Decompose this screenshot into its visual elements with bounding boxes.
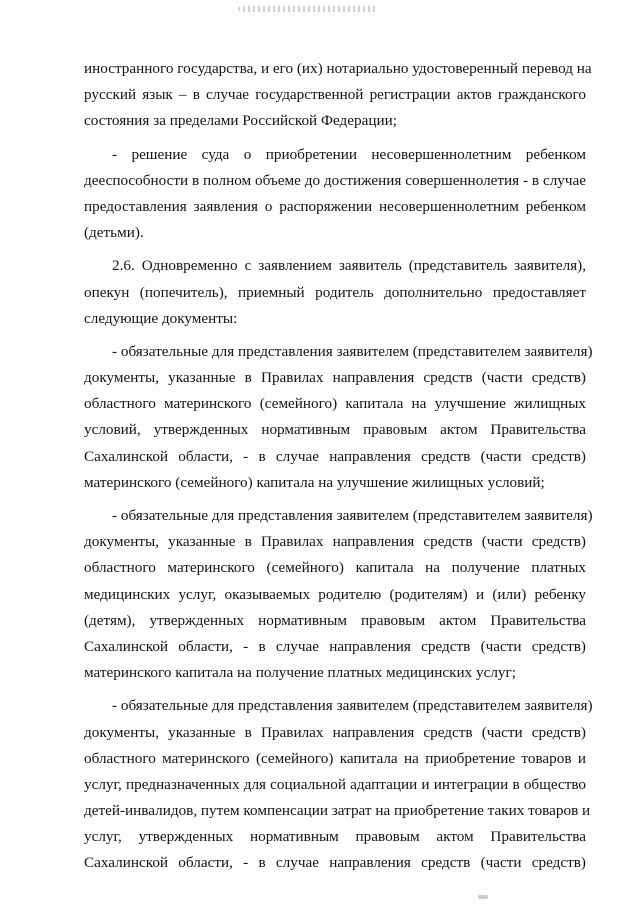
text-line: условий, утвержденных нормативным правовым актом Правительства: [84, 421, 586, 439]
scan-artifact: [478, 895, 488, 899]
paragraph: [84, 56, 592, 135]
text-line: областного материнского (семейного) капитала на приобретение товаров и: [84, 749, 586, 767]
text-line: следующие документы:: [84, 309, 238, 327]
text-line: Сахалинской области, - в случае направления средств (части средств): [84, 637, 586, 655]
text-line: 2.6. Одновременно с заявлением заявитель (представитель заявителя),: [112, 257, 586, 275]
text-line: медицинских услуг, оказываемых родителю (родителям) и (или) ребенку: [84, 585, 586, 603]
text-line: состояния за пределами Российской Федерации;: [84, 112, 397, 130]
text-line: предоставления заявления о распоряжении несовершеннолетним ребенком: [84, 197, 586, 215]
text-line: (детям), утвержденных нормативным правовым актом Правительства: [84, 611, 586, 629]
text-line: иностранного государства, и его (их) нотариально удостоверенный перевод на: [84, 60, 592, 77]
text-line: услуг, утвержденных нормативным правовым актом Правительства: [84, 828, 586, 846]
text-line: детей-инвалидов, путем компенсации затрат на приобретение таких товаров и: [84, 802, 591, 820]
text-line: услуг, предназначенных для социальной адаптации и интеграции в общество: [84, 775, 586, 793]
text-line: русский язык – в случае государственной регистрации актов гражданского: [84, 86, 586, 104]
text-line: документы, указанные в Правилах направления средств (части средств): [84, 369, 586, 387]
text-line: - обязательные для представления заявителем (представителем заявителя): [112, 697, 593, 715]
text-line: (детьми).: [84, 224, 144, 242]
text-line: материнского (семейного) капитала на улучшение жилищных условий;: [84, 473, 545, 491]
paragraph: [84, 142, 586, 247]
text-line: дееспособности в полном объеме до достижения совершеннолетия - в случае: [84, 171, 586, 189]
text-line: Сахалинской области, - в случае направления средств (части средств): [84, 854, 586, 872]
document-body: [84, 56, 593, 877]
text-line: документы, указанные в Правилах направления средств (части средств): [84, 723, 586, 741]
text-line: материнского капитала на получение платных медицинских услуг;: [84, 664, 516, 682]
text-line: - обязательные для представления заявителем (представителем заявителя): [112, 507, 593, 524]
paragraph: [84, 693, 593, 876]
text-line: документы, указанные в Правилах направления средств (части средств): [84, 533, 586, 551]
paragraph: [84, 339, 593, 496]
text-line: - решение суда о приобретении несовершеннолетним ребенком: [112, 145, 586, 163]
paragraph: [84, 503, 593, 686]
paragraph: [84, 253, 586, 332]
text-line: Сахалинской области, - в случае направления средств (части средств): [84, 447, 586, 465]
text-line: - обязательные для представления заявителем (представителем заявителя): [112, 342, 593, 360]
scan-artifact: [238, 6, 378, 12]
text-line: опекун (попечитель), приемный родитель дополнительно предоставляет: [84, 283, 586, 301]
text-line: областного материнского (семейного) капитала на получение платных: [84, 559, 586, 577]
text-line: областного материнского (семейного) капитала на улучшение жилищных: [84, 395, 586, 413]
